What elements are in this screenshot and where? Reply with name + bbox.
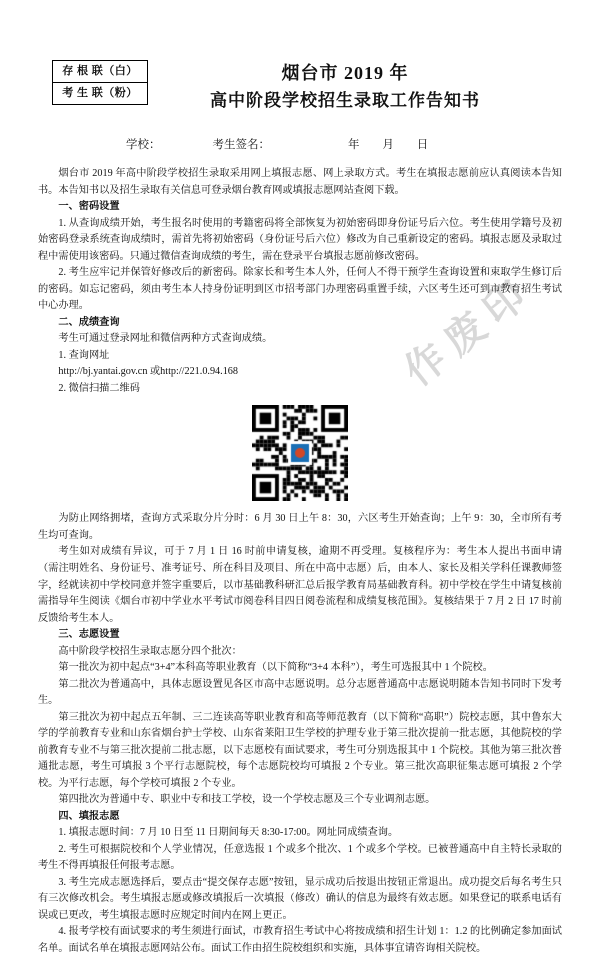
stub-row-white: 存 根 联（白） [53, 61, 147, 83]
section-heading-1: 一、密码设置 [58, 201, 120, 213]
section-4-paragraph-3: 3. 考生完成志愿选择后，要点击“提交保存志愿”按钮，显示成功后按退出按钮正常退出。成功提交后每名考生只有三次修改机会。考生填报志愿或修改填报后一次填报（修改）确认的信息为最终有效志愿。如果登记的联系电话有误或已更改，考生填报志愿时应规定时间内在网上更正。 [38, 876, 562, 921]
section-3-paragraph-1: 第一批次为初中起点“3+4”本科高等职业教育（以下简称“3+4 本科”），考生可选报其中 1 个院校。 [58, 662, 493, 674]
score-review-paragraph: 考生如对成绩有异议，可于 7 月 1 日 16 时前申请复核，逾期不再受理。复核程序为：考生本人提出书面申请（需注明姓名、身份证号、准考证号、所在科目及项目、所在中高中志愿）后，由本人、家长及相关学科任课教师签字，经就读初中学校同意并签字重要后，以市基础教科研汇总后报学教育局基础教育科。初中学校在学生中请复核前需指导年生阅读《烟台市初中学业水平考试市阅卷科目四日阅卷流程和成绩复核范围》。复核结果于 7 月 2 日 17 时前反馈给考生本人。 [38, 546, 562, 624]
watermark-text: 作废印 [395, 266, 542, 395]
section-heading-2: 二、成绩查询 [58, 316, 120, 328]
section-1-paragraph-1: 1. 从查询成绩开始，考生报名时使用的考籍密码将全部恢复为初始密码即身份证号后六位。考生使用学籍号及初始密码登录系统查询成绩时，需首先将初始密码（身份证号后六位）修改为自己重新设定的密码。填报志愿及录取过程中需使用该密码。只通过微信查询成绩的考生，需在登录平台填报志愿前修改密码。 [38, 217, 562, 262]
section-1-paragraph-2: 2. 考生应牢记并保管好修改后的新密码。除家长和考生本人外，任何人不得干预学生查询设置和束取学生修订后的密码。如忘记密码，须由考生本人持身份证明到区市招考部门办理密码重置手续，六区考生还可到市教育招生考试中心办理。 [38, 267, 562, 312]
section-3-paragraph-3: 第三批次为初中起点五年制、三二连读高等职业教育和高等师范教育（以下简称“高职”）院校志愿，其中鲁东大学的学前教育专业和山东省烟台护士学校、山东省莱阳卫生学校的护理专业于第三批次提前一批志愿，其他院校的学前教育专业不与第三批次提前二批志愿，以下志愿校有面试要求，考生可分别选报其中 1 个院校。其他为第三批次普通批志愿，考生可填报 3 个平行志愿院校，每个志愿院校均可填报 2 个专业。第三批次高职征集志愿可填报 2 个学校。为平行志愿，每个学校可填报 2 个专业。 [38, 711, 562, 789]
date-field [348, 136, 448, 152]
section-3-paragraph-2: 第二批次为普通高中，具体志愿设置见各区市高中志愿说明。总分志愿普通高中志愿说明随本告知书同时下发考生。 [38, 678, 562, 707]
section-heading-3: 三、志愿设置 [58, 629, 120, 641]
section-heading-4: 四、填报志愿 [58, 810, 120, 822]
page-title-line2: 高中阶段学校招生录取工作告知书 [210, 90, 480, 110]
section-2-paragraph-3: 2. 微信扫描二维码 [58, 382, 140, 394]
query-time-paragraph: 为防止网络拥堵，查询方式采取分片分时：6 月 30 日上午 8：30，六区考生开始查询；上午 9：30，全市所有考生均可查询。 [38, 513, 562, 541]
section-4-paragraph-2: 2. 考生可根据院校和个人学业情况，任意选报 1 个或多个批次、1 个或多个学校。已被普通高中自主特长录取的考生不得再填报任何报考志愿。 [38, 843, 562, 872]
intro-paragraph: 烟台市 2019 年高中阶段学校招生录取采用网上填报志愿、网上录取方式。考生在填报志愿前应认真阅读本告知书。本告知书以及招生录取有关信息可登录烟台教育网或填报志愿网站查阅下载。 [38, 168, 562, 196]
signature-field-label: 考生签名： [212, 139, 270, 152]
section-3-paragraph-4: 第四批次为普通中专、职业中专和技工学校，设一个学校志愿及三个专业调剂志愿。 [58, 794, 436, 806]
school-field-label: 学校： [126, 139, 161, 152]
qr-code-container [38, 405, 562, 501]
form-line [38, 136, 562, 152]
section-2-paragraph-1: 考生可通过登录网址和微信两种方式查询成绩。 [58, 333, 273, 345]
title-block [158, 44, 532, 114]
query-url[interactable]: http://bj.yantai.gov.cn 或http://221.0.94.168 [58, 366, 238, 378]
section-2-paragraph-2: 1. 查询网址 [58, 349, 110, 361]
stub-row-pink: 考 生 联（粉） [62, 87, 138, 99]
section-4-paragraph-4: 4. 报考学校有面试要求的考生须进行面试，市教育招生考试中心将按成绩和招生计划 1：1.2 的比例确定参加面试名单。面试名单在填报志愿网站公布。面试工作由招生院校组织和实施，具体事宜请咨询相关院校。 [38, 926, 562, 954]
date-day-label: 日 [416, 139, 429, 152]
section-3-paragraph-0: 高中阶段学校招生录取志愿分四个批次： [58, 645, 242, 657]
page-title-line1: 烟台市 2019 年 [281, 63, 409, 83]
document-body [38, 166, 562, 957]
date-year-label: 年 [348, 139, 360, 152]
date-month-label: 月 [382, 139, 394, 152]
wechat-qr-code [252, 405, 348, 501]
stub-box [52, 60, 148, 105]
section-4-paragraph-1: 1. 填报志愿时间：7 月 10 日至 11 日期间每天 8:30-17:00。网址同成绩查询。 [58, 827, 399, 839]
